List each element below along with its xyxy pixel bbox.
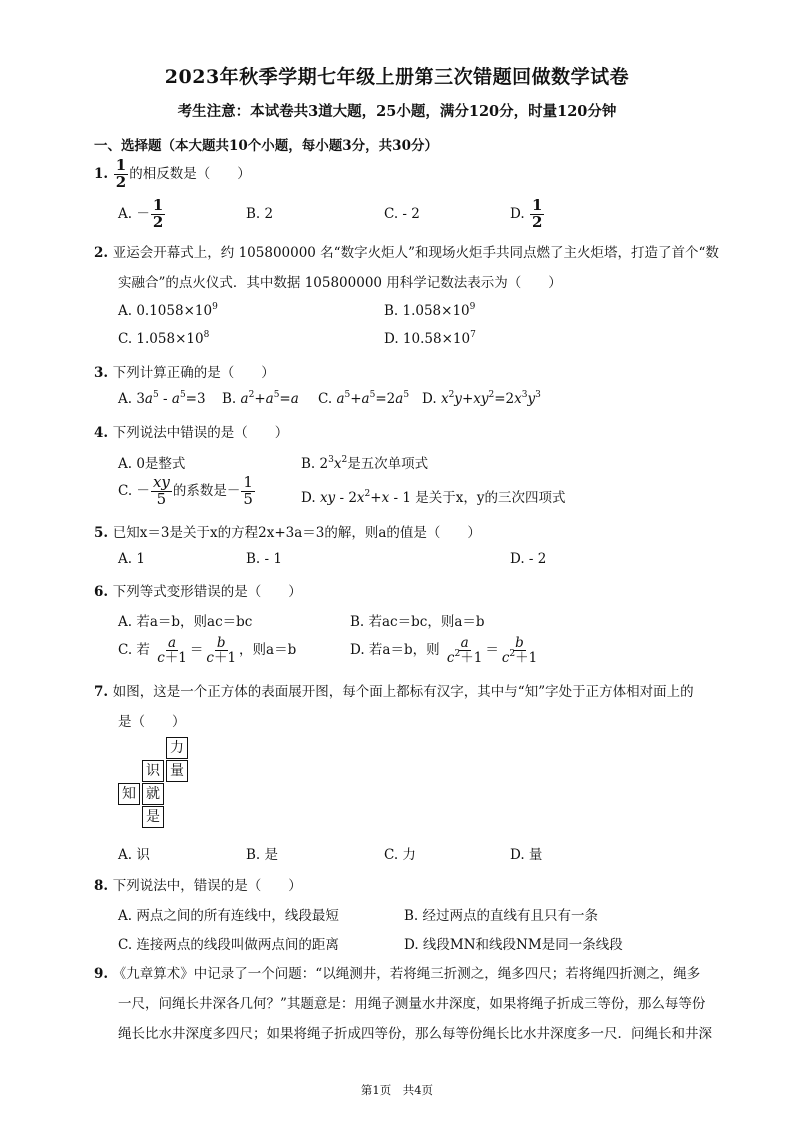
q8-option-d: D. 线段MN和线段NM是同一条线段: [404, 937, 623, 953]
question-5: 5. 已知x＝3是关于x的方程2x+3a＝3的解，则a的值是（ ）: [94, 525, 481, 541]
q4-option-a: A. 0是整式: [118, 456, 186, 472]
q7-option-d: D. 量: [510, 847, 543, 863]
fraction: $\frac{a}{c+1}$: [157, 635, 187, 667]
q1-option-c: C. - 2: [384, 206, 420, 222]
q2-option-d: D. $10.58\times 10^7$: [384, 330, 476, 347]
q5-option-b: B. - 1: [246, 551, 282, 567]
net-cell: 识: [142, 760, 164, 782]
net-cell: 是: [142, 806, 164, 828]
q4-option-b: B. $2^3x^2$是五次单项式: [301, 455, 429, 472]
q6-option-b: B. 若ac＝bc，则a＝b: [350, 614, 485, 630]
question-2: 2. 亚运会开幕式上，约 105800000 名“数字火炬人”和现场火炬手共同点燃了主火炬塔，打造了首个“数: [94, 245, 719, 261]
q3-option-a: A. $3a^5 - a^5=3$: [118, 390, 206, 407]
q3-option-d: D. $x^2y+xy^2=2x^3y^3$: [422, 390, 541, 407]
question-9: 9. 《九章算术》中记录了一个问题：“以绳测井，若将绳三折测之，绳多四尺；若将绳四折测之，绳多: [94, 966, 701, 982]
question-8: 8. 下列说法中，错误的是（ ）: [94, 878, 302, 894]
fraction: $\frac{1}{2}$: [152, 196, 164, 231]
question-4: 4. 下列说法中错误的是（ ）: [94, 425, 289, 441]
net-cell: 就: [142, 783, 164, 805]
fraction: $\frac{a}{c^2+1}$: [446, 635, 483, 667]
fraction: $\frac{xy}{5}$: [152, 473, 170, 508]
q7-option-a: A. 识: [118, 847, 150, 863]
q4-option-c: C. － $\frac{xy}{5}$ 的系数是－ $\frac{1}{5}$: [118, 473, 253, 508]
fraction: $\frac{1}{5}$: [243, 473, 253, 508]
question-6: 6. 下列等式变形错误的是（ ）: [94, 584, 302, 600]
question-9-line2: 一尺，问绳长井深各几何？”其题意是：用绳子测量水井深度，如果将绳子折成三等份，那么每等份: [118, 996, 706, 1012]
q3-option-c: C. $a^5+a^5=2a^5$: [318, 390, 410, 407]
question-2-line2: 实融合”的点火仪式．其中数据 105800000 用科学记数法表示为（ ）: [118, 275, 562, 291]
page-title: 2023年秋季学期七年级上册第三次错题回做数学试卷: [164, 66, 630, 88]
q1-option-a: A. － $\frac{1}{2}$: [118, 196, 164, 231]
question-9-line3: 绳长比水井深度多四尺；如果将绳子折成四等份，那么每等份绳长比水井深度多一尺．问绳长和井深: [118, 1026, 712, 1042]
net-cell: 知: [118, 783, 140, 805]
exam-notice: 考生注意：本试卷共3道大题，25小题，满分120分，时量120分钟: [177, 103, 617, 120]
fraction: $\frac{b}{c+1}$: [206, 635, 237, 667]
question-7: 7. 如图，这是一个正方体的表面展开图，每个面上都标有汉字，其中与“知”字处于正方体相对面上的: [94, 684, 694, 700]
q7-option-c: C. 力: [384, 847, 416, 863]
q1-option-d: D. $\frac{1}{2}$: [510, 196, 543, 231]
section-heading: 一、选择题（本大题共10个小题，每小题3分，共30分）: [94, 138, 438, 154]
q6-option-a: A. 若a＝b，则ac＝bc: [118, 614, 253, 630]
net-cell: 力: [166, 737, 188, 759]
page-footer: 第1页 共4页: [360, 1083, 434, 1097]
q7-option-b: B. 是: [246, 847, 279, 863]
q8-option-c: C. 连接两点的线段叫做两点间的距离: [118, 937, 339, 953]
q5-option-a: A. 1: [118, 551, 145, 567]
fraction: $\frac{b}{c^2+1}$: [501, 635, 538, 667]
fraction: $\frac{1}{2}$: [531, 196, 543, 231]
q6-option-c: C. 若 $\frac{a}{c+1}$ ＝ $\frac{b}{c+1}$ ，则a＝b: [118, 635, 297, 667]
net-cell: 量: [166, 760, 188, 782]
fraction: $\frac{1}{2}$: [115, 156, 127, 191]
q5-option-d: D. - 2: [510, 551, 547, 567]
question-1: 1. $\frac{1}{2}$ 的相反数是（ ）: [94, 156, 251, 191]
q2-option-a: A. $0.1058\times 10^9$: [118, 302, 218, 319]
q4-option-d: D. xy - $2x^2+x - 1$ 是关于x，y的三次四项式: [301, 489, 566, 506]
q3-option-b: B. $a^2+a^5=a$: [222, 390, 299, 407]
q6-option-d: D. 若a＝b，则 $\frac{a}{c^2+1}$ ＝ $\frac{b}{c^2+1}$: [350, 635, 538, 667]
question-7-line2: 是（ ）: [118, 714, 186, 730]
q8-option-a: A. 两点之间的所有连线中，线段最短: [118, 908, 339, 924]
cube-net-figure: [118, 737, 198, 837]
question-3: 3. 下列计算正确的是（ ）: [94, 365, 275, 381]
q1-option-b: B. 2: [246, 206, 274, 222]
q2-option-c: C. $1.058\times 10^8$: [118, 330, 210, 347]
q2-option-b: B. $1.058\times 10^9$: [384, 302, 476, 319]
q8-option-b: B. 经过两点的直线有且只有一条: [404, 908, 599, 924]
